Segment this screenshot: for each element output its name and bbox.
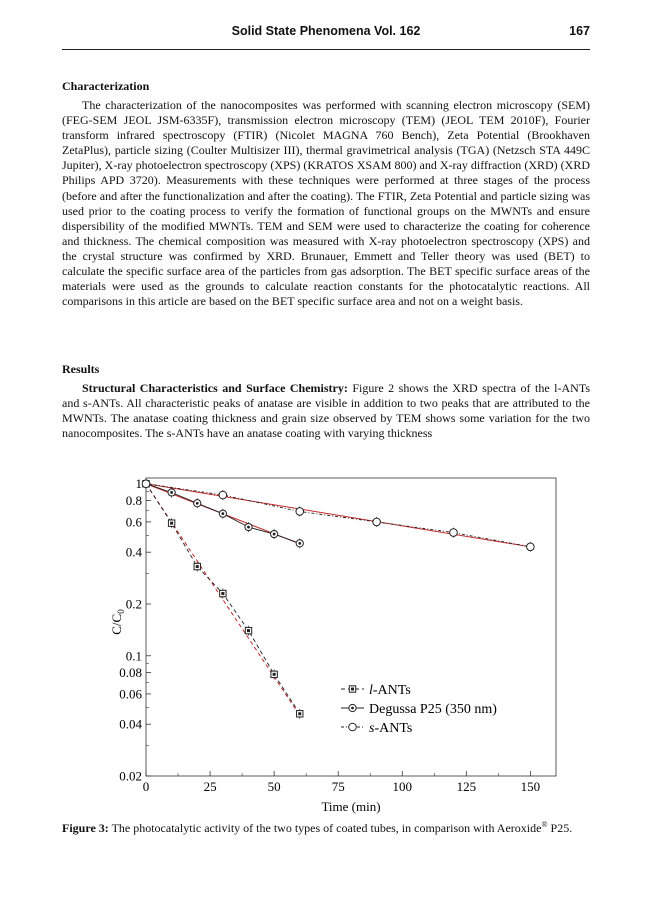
y-tick-label: 0.04 (119, 716, 142, 732)
y-tick-label: 0.2 (125, 596, 142, 612)
results-heading: Results (62, 362, 100, 376)
characterization-paragraph: The characterization of the nanocomposites was performed with scanning electron microscopy (SEM) (FEG-SEM JEOL JSM-6335F), transmission electron microscopy (TEM) (JEOL TEM 2010F), Fourier transform infrared spectroscopy (FTIR) (Nicolet MAGNA 760 Bench), Zeta Potential (Brookhaven ZetaPlus), particle sizing (Coulter Multisizer III), thermal gravimetrical analysis (TGA) (Netzsch STA 449C Jupiter), X-ray photoelectron spectroscopy (XPS) (KRATOS XSAM 800) and X-ray diffraction (XRD) (XRD Philips APD 3720). Measurements with these techniques were performed at three stages of the process (before and after the functionalization and after the coating). The FTIR, Zeta Potential and particle sizing was used prior to the coating process to verify the formation of functional groups on the MWNTs and ensure dispersibility of the modified MWNTs. TEM and SEM were used to characterize the coating for coherence and thickness. The chemical composition was measured with X-ray photoelectron spectroscopy (XPS) and the crystal structure was confirmed by XRD. Brunauer, Emmett and Teller theory was used (BET) to calculate the specific surface area of the particles from gas adsorption. The BET specific surface areas of the materials were used as the grounds to calculate reaction constants for the photocatalytic reactions. All comparisons in this article are based on the BET specific surface area and not on a weight basis. (62, 98, 590, 309)
data-point-center (196, 502, 199, 505)
registered-mark: ® (541, 820, 548, 829)
results-paragraph (62, 381, 590, 441)
results-text: Figure 2 shows the XRD spectra of the l-ANTs and s-ANTs. All characteristic peaks of anatase are visible in addition to two peaks that are attributed to the MWNTs. The anatase coating thickness and grain size observed by TEM shows some variation for the two nanocomposites. The s-ANTs have an anatase coating with varying thickness (62, 381, 590, 441)
series-layer (142, 479, 534, 719)
x-tick-label: 150 (520, 779, 541, 794)
data-point-center (247, 629, 250, 632)
y-tick-label: 0.06 (119, 686, 142, 702)
figure-label: Figure 3: (62, 821, 109, 835)
data-point-center (298, 542, 301, 545)
figure-caption (62, 817, 590, 836)
legend-entry: s-ANTs (369, 721, 413, 736)
y-tick-label: 0.6 (125, 514, 142, 530)
photocatalytic-chart (96, 470, 566, 815)
x-tick-label: 125 (456, 779, 477, 794)
data-point (296, 508, 304, 516)
data-point (450, 529, 458, 537)
data-point-center (170, 491, 173, 494)
legend-entry: Degussa P25 (350 nm) (369, 702, 497, 717)
data-point-center (196, 565, 199, 568)
data-point (373, 518, 381, 526)
x-tick-label: 100 (392, 779, 412, 794)
plot-frame (146, 478, 556, 776)
x-tick-label: 50 (267, 779, 281, 794)
data-point-center (298, 712, 301, 715)
legend-entry: l-ANTs (369, 683, 411, 698)
fit-line-s-ants (146, 484, 530, 547)
y-tick-label: 0.02 (119, 768, 142, 784)
y-tick-label: 1 (135, 476, 142, 492)
y-tick-label: 0.1 (125, 648, 142, 664)
caption-text: The photocatalytic activity of the two types of coated tubes, in comparison with Aeroxide (108, 821, 542, 835)
data-point-center (273, 673, 276, 676)
y-axis-label: $C/C_0$ (109, 609, 126, 635)
x-axis-ticks (143, 771, 540, 794)
page-number: 167 (569, 24, 590, 38)
data-point-center (170, 522, 173, 525)
data-point (219, 491, 227, 499)
results-lead: Structural Characteristics and Surface Chemistry: (82, 381, 348, 395)
y-tick-label: 0.8 (125, 492, 142, 508)
x-axis-label: Time (min) (321, 799, 381, 814)
header-rule (62, 49, 590, 50)
legend-marker (349, 723, 357, 731)
x-tick-label: 75 (331, 779, 345, 794)
chart-legend (341, 683, 497, 736)
data-point-center (221, 592, 224, 595)
legend-marker-center (351, 707, 354, 710)
caption-end: P25. (547, 821, 573, 835)
journal-title: Solid State Phenomena Vol. 162 (231, 24, 421, 38)
data-point-center (247, 526, 250, 529)
characterization-heading: Characterization (62, 79, 150, 93)
data-point-center (273, 533, 276, 536)
x-tick-label: 25 (203, 779, 217, 794)
data-point-center (221, 512, 224, 515)
running-header (62, 24, 590, 44)
data-point (142, 480, 150, 488)
x-tick-label: 0 (142, 779, 150, 794)
y-tick-label: 0.08 (119, 664, 142, 680)
legend-marker-center (351, 688, 354, 691)
y-tick-label: 0.4 (125, 544, 142, 560)
data-point (527, 543, 535, 551)
